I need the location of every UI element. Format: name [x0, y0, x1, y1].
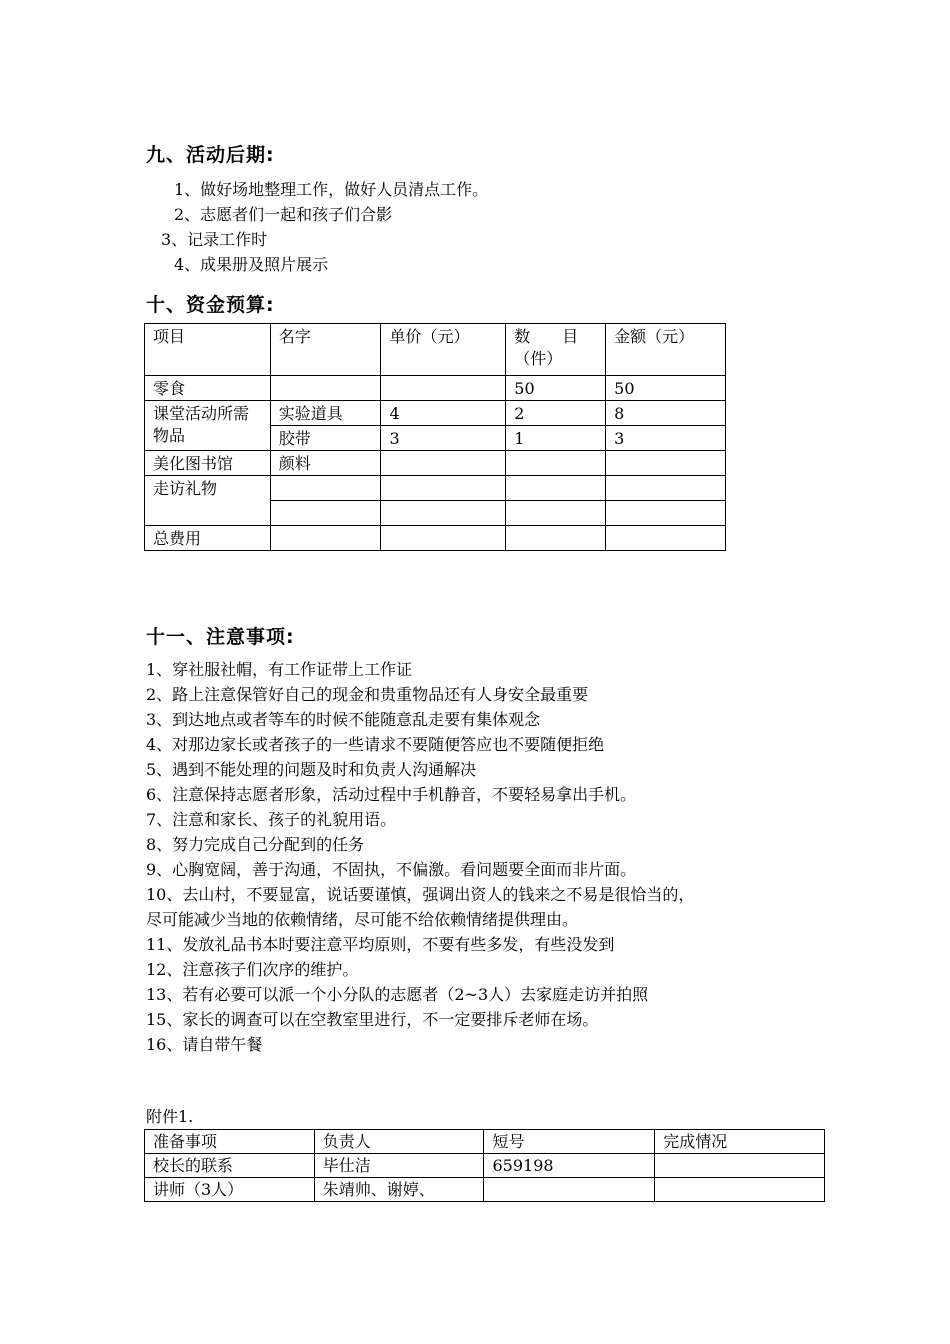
- table-cell: [655, 1154, 825, 1178]
- table-cell: 毕仕洁: [314, 1154, 484, 1178]
- attachment-table: [144, 1129, 825, 1202]
- attachment-label: 附件1.: [146, 1107, 194, 1126]
- table-row: [145, 451, 726, 476]
- list-item: 11、发放礼品书本时要注意平均原则，不要有些多发，有些没发到: [146, 935, 615, 954]
- column-header: 金额（元）: [606, 324, 726, 376]
- list-item: 15、家长的调查可以在空教室里进行，不一定要排斥老师在场。: [146, 1010, 599, 1029]
- list-item: 10、去山村，不要显富，说话要谨慎，强调出资人的钱来之不易是很恰当的，: [146, 885, 695, 904]
- table-cell: 朱靖帅、谢婷、: [314, 1178, 484, 1202]
- table-header-row: [145, 324, 726, 376]
- list-item: 7、注意和家长、孩子的礼貌用语。: [146, 810, 397, 829]
- table-row: [145, 526, 726, 551]
- list-item: 1、穿社服社帽，有工作证带上工作证: [146, 660, 413, 679]
- budget-table: [144, 323, 726, 551]
- list-item: 9、心胸宽阔，善于沟通，不固执，不偏激。看问题要全面而非片面。: [146, 860, 637, 879]
- table-header-row: [145, 1130, 825, 1154]
- table-cell: [484, 1178, 655, 1202]
- list-item: 3、记录工作时: [161, 230, 268, 249]
- column-header: 单价（元）: [381, 324, 506, 376]
- table-cell: 2: [506, 401, 606, 426]
- table-cell: 50: [506, 376, 606, 401]
- table-cell: 3: [606, 426, 726, 451]
- table-cell: 零食: [145, 376, 271, 401]
- table-cell: [506, 451, 606, 476]
- table-cell: 4: [381, 401, 506, 426]
- table-cell: [381, 526, 506, 551]
- section-heading-budget: 十、资金预算:: [146, 294, 275, 316]
- list-item-continuation: 尽可能减少当地的依赖情绪，尽可能不给依赖情绪提供理由。: [146, 910, 579, 929]
- column-header: 项目: [145, 324, 271, 376]
- list-item: 5、遇到不能处理的问题及时和负责人沟通解决: [146, 760, 477, 779]
- table-cell: 胶带: [270, 426, 381, 451]
- column-header: 名字: [270, 324, 381, 376]
- table-cell: 课堂活动所需物品: [145, 401, 271, 451]
- list-item: 4、对那边家长或者孩子的一些请求不要随便答应也不要随便拒绝: [146, 735, 605, 754]
- table-cell: [506, 476, 606, 501]
- list-item: 1、做好场地整理工作，做好人员清点工作。: [174, 180, 489, 199]
- table-row: [145, 401, 726, 426]
- list-item: 2、路上注意保管好自己的现金和贵重物品还有人身安全最重要: [146, 685, 589, 704]
- table-row: [145, 376, 726, 401]
- table-cell: 50: [606, 376, 726, 401]
- section-heading-activity-later: 九、活动后期:: [146, 144, 275, 166]
- table-cell: [381, 476, 506, 501]
- list-item: 12、注意孩子们次序的维护。: [146, 960, 359, 979]
- column-header: 数 目（件）: [506, 324, 606, 376]
- column-header: 完成情况: [655, 1130, 825, 1154]
- table-cell: 美化图书馆: [145, 451, 271, 476]
- list-item: 13、若有必要可以派一个小分队的志愿者（2~3人）去家庭走访并拍照: [146, 985, 649, 1004]
- table-cell: [506, 526, 606, 551]
- table-row: [145, 1154, 825, 1178]
- table-row: [145, 1178, 825, 1202]
- table-cell: 1: [506, 426, 606, 451]
- table-cell: [270, 526, 381, 551]
- table-cell: 颜料: [270, 451, 381, 476]
- table-cell: [381, 501, 506, 526]
- table-cell: [506, 501, 606, 526]
- table-cell: [655, 1178, 825, 1202]
- table-cell: [606, 476, 726, 501]
- column-header: 短号: [484, 1130, 655, 1154]
- table-cell: 659198: [484, 1154, 655, 1178]
- table-cell: 8: [606, 401, 726, 426]
- list-item: 2、志愿者们一起和孩子们合影: [174, 205, 393, 224]
- table-cell: [606, 526, 726, 551]
- column-header: 准备事项: [145, 1130, 315, 1154]
- table-cell: [381, 451, 506, 476]
- list-item: 3、到达地点或者等车的时候不能随意乱走要有集体观念: [146, 710, 541, 729]
- table-cell: 讲师（3人）: [145, 1178, 315, 1202]
- list-item: 6、注意保持志愿者形象，活动过程中手机静音，不要轻易拿出手机。: [146, 785, 637, 804]
- list-item: 8、努力完成自己分配到的任务: [146, 835, 365, 854]
- table-cell: [270, 376, 381, 401]
- table-cell: [606, 501, 726, 526]
- table-cell: 3: [381, 426, 506, 451]
- table-row: [145, 476, 726, 501]
- table-cell: 总费用: [145, 526, 271, 551]
- table-cell: [606, 451, 726, 476]
- table-cell: 实验道具: [270, 401, 381, 426]
- table-cell: 走访礼物: [145, 476, 271, 526]
- list-item: 16、请自带午餐: [146, 1035, 263, 1054]
- table-cell: [270, 476, 381, 501]
- list-item: 4、成果册及照片展示: [174, 255, 329, 274]
- section-heading-notes: 十一、注意事项:: [146, 626, 295, 648]
- table-cell: 校长的联系: [145, 1154, 315, 1178]
- column-header: 负责人: [314, 1130, 484, 1154]
- table-cell: [270, 501, 381, 526]
- table-cell: [381, 376, 506, 401]
